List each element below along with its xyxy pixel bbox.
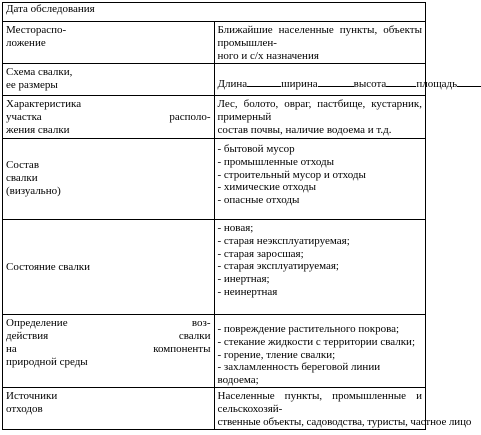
list-item: - новая; — [217, 222, 254, 234]
scheme-label-cell — [3, 64, 215, 96]
list-item: - неинертная — [217, 285, 278, 298]
state-list — [218, 220, 423, 299]
list-item: - старая эксплуатируемая; — [217, 260, 339, 273]
location-value-line-1: Ближайшие населенные пункты, объекты промышлен- — [217, 24, 422, 49]
composition-label-cell — [3, 139, 215, 220]
location-label-line-2: ложение — [6, 37, 46, 49]
impact-list — [218, 315, 423, 387]
scheme-dimensions-line — [217, 64, 458, 91]
characteristics-value-line-2: состав почвы, наличие водоема и т.д. — [217, 124, 392, 136]
list-item: - стекание жидкости с территории свалки; — [217, 335, 416, 348]
list-item: - бытовой мусор — [217, 143, 295, 155]
characteristics-label-line-1: Характеристика — [6, 98, 82, 110]
table-row-impact — [3, 315, 426, 388]
sources-value-line-2: ственные объекты, садоводства, туристы, частное лицо — [217, 415, 472, 428]
sources-label-line-1: Источники — [6, 389, 58, 402]
list-item: - старая неэксплуатируемая; — [217, 234, 350, 247]
height-blank — [386, 76, 416, 87]
list-item: - захламленность береговой линии водоема; — [217, 361, 381, 387]
length-blank — [247, 76, 281, 87]
list-item: - строительный мусор и отходы — [217, 168, 366, 181]
scheme-label-line-1: Схема свалки, — [6, 66, 73, 78]
sources-value-line-1: Населенные пункты, промышленные и сельскохозяй- — [217, 389, 422, 415]
composition-list — [218, 139, 423, 207]
composition-value-cell — [214, 139, 426, 220]
characteristics-value-line-1: Лес, болото, овраг, пастбище, кустарник, примерный — [217, 98, 422, 123]
width-label: ширина — [281, 78, 318, 90]
impact-label-line-4: природной среды — [6, 356, 88, 368]
scheme-label-line-2: ее размеры — [6, 79, 58, 91]
impact-label-line-2: действия свалки — [6, 330, 211, 342]
characteristics-value-cell — [214, 96, 426, 139]
list-item: - инертная; — [217, 273, 270, 286]
composition-label-line-1: Состав — [6, 159, 40, 171]
table-row-sources — [3, 387, 426, 429]
sources-label-cell — [3, 387, 215, 429]
table-row-location — [3, 22, 426, 64]
dump-survey-table — [2, 2, 472, 430]
state-label: Состояние свалки — [6, 260, 91, 273]
characteristics-label-line-2: участка располо- — [6, 111, 211, 123]
table-row-composition — [3, 139, 426, 220]
location-label-cell — [3, 22, 215, 64]
table-row-date — [3, 3, 426, 22]
state-label-cell — [3, 220, 215, 315]
composition-label-line-2: свалки — [6, 172, 38, 184]
characteristics-label-line-3: жения свалки — [6, 124, 70, 136]
location-label-line-1: Местораспо- — [6, 24, 67, 36]
width-blank — [318, 76, 354, 87]
list-item: - старая заросшая; — [217, 247, 304, 260]
table-row-state — [3, 220, 426, 315]
location-value-cell — [214, 22, 426, 64]
impact-value-cell — [214, 315, 426, 388]
impact-label-line-1: Определение воз- — [6, 317, 211, 329]
table-row-characteristics — [3, 96, 426, 139]
scheme-value-cell — [214, 64, 458, 96]
sources-label-line-2: отходов — [6, 402, 43, 415]
area-label: площадь — [416, 78, 458, 90]
impact-label-cell — [3, 315, 215, 388]
state-value-cell — [214, 220, 426, 315]
composition-label-line-3: (визуально) — [6, 185, 61, 197]
location-value-line-2: ного и с/х назначения — [217, 50, 319, 62]
list-item: - горение, тление свалки; — [217, 348, 336, 361]
characteristics-label-cell — [3, 96, 215, 139]
area-blank — [457, 76, 481, 87]
list-item: - опасные отходы — [217, 194, 300, 207]
survey-date-label: Дата обследования — [3, 3, 426, 22]
sources-value-cell — [214, 387, 472, 429]
table-row-scheme — [3, 64, 426, 96]
list-item: - промышленные отходы — [217, 155, 334, 168]
impact-label-line-3: на компоненты — [6, 343, 211, 355]
list-item: - повреждение растительного покрова; — [217, 323, 400, 335]
height-label: высота — [353, 78, 387, 90]
length-label: Длина — [217, 78, 248, 90]
list-item: - химические отходы — [217, 181, 316, 194]
